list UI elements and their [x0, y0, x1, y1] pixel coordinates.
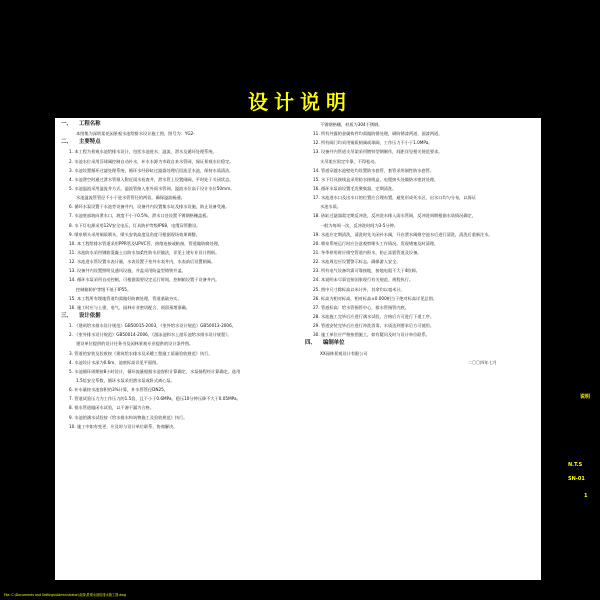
section-heading [59, 120, 291, 129]
note-line: 12. 水池进水管设置水表计量，水表设置于室外水表井内，水表前后设置闸阀。 [69, 259, 216, 265]
note-line: 2. 《室外排水设计规范》GB50014-2006，《游泳池和水上游乐池给水排水设计规程》。 [69, 332, 232, 338]
section-number: 三、 [61, 312, 72, 319]
note-line: 不锈钢格栅，材质为304不锈钢。 [320, 122, 383, 127]
note-line: 16. 施工时应与土建、电气、园林专业密切配合，预留预埋准确。 [69, 304, 191, 310]
note-line: 26. 标高为相对标高，相对标高±0.000相当于绝对标高详见总图。 [313, 295, 437, 301]
note-line: 3. 管道的安装及验收按《建筑给水排水及采暖工程施工质量验收规范》执行。 [69, 350, 213, 356]
page-number: 1 [584, 493, 588, 499]
note-line: 7. 水池底部坡向泄水口，坡度不小于0.5%，泄水口处设置不锈钢格栅盖板。 [69, 213, 211, 219]
note-line: 9. 喷泉喷头采用铜质喷头，喷头安装高度及角度可根据现场效果调整。 [69, 231, 200, 237]
file-path-footer: File: C:\Documents and Settings\Administrator\桌面\景观水池给排水施工图.dwg [4, 593, 126, 597]
note-line: 18. 砂缸过滤器需定期反冲洗，反冲洗水排入雨水管网，反冲洗周期根据水质情况确定， [313, 213, 476, 219]
section-number: 一、 [61, 121, 72, 127]
note-line: 21. 冬季停用时应排空管道内积水，防止冻裂管道及设备。 [313, 249, 422, 255]
section-title: 设计依据 [79, 312, 101, 319]
section-title: 编制单位 [323, 340, 345, 347]
section-heading [303, 339, 537, 348]
note-line: 1. 本工程为景观水池给排水设计，包括水池进水、溢流、泄水及循环处理系统。 [69, 149, 217, 155]
note-line: 6. 循环水泵设置于水池旁设备井内，设备井内设置集水坑及排水设施，防止设备受淹。 [69, 204, 230, 210]
section-number: 二、 [61, 139, 72, 146]
notes-right-column [303, 120, 537, 367]
side-note-label: 说明 [580, 394, 591, 400]
note-line: 23. 所有电气设备均需可靠接地，接地电阻不大于4欧姆。 [313, 268, 420, 274]
note-line: 4. 水池泄空时通过泄水管排入附近雨水检查井，泄水管上设置闸阀，平时处于关闭状态。 [69, 176, 234, 182]
signature-date: 二〇〇四年七月 [467, 359, 497, 365]
note-line: 14. 循环水泵采用自动控制，可根据需要设定运行时间，控制箱设置于设备井内。 [69, 277, 220, 283]
note-line: 10. 本工程给排水管道采用PPR管及UPVC管，热熔连接或粘接，管道做防腐处理。 [69, 240, 222, 246]
note-line: 2. 水池水位采用浮球阀控制自动补水，补水水源为市政自来水管网，保证景观水位稳定。 [69, 158, 234, 164]
note-line: 12. 所有阀门均采用铜质闸阀或球阀，工作压力不小于1.0MPa。 [313, 140, 433, 146]
note-line: 控制箱防护等级不低于IP55。 [76, 286, 132, 292]
note-line: 24. 本说明未尽事宜按国家现行有关规范、规程执行。 [313, 277, 414, 283]
note-line: 1. 《建筑给水排水设计规范》GB50015-2003，《室外给水设计规范》GB50013-2006。 [69, 323, 236, 329]
notes-sheet [55, 118, 541, 580]
section-heading [59, 312, 291, 321]
note-line: 5. 水池溢流采用溢流井方式，溢流管接入室外雨水管网，溢流水位高于设计水位50mm。 [69, 185, 235, 191]
note-line: 8. 排水管道做闭水试验，以不渗不漏为合格。 [69, 405, 154, 411]
notes-left-column [59, 120, 291, 431]
note-line: 20. 喷泉系统运行时应注意观察喷头工作情况，发现堵塞及时清理。 [313, 240, 439, 246]
note-line: 11. 水池防水采用钢筋混凝土自防水加柔性防水层做法，详见土建专业设计图纸。 [69, 249, 220, 255]
page-title: 设计说明 [248, 90, 352, 114]
note-line: 水池溢流管管径不小于进水管管径的两倍，确保溢流畅通。 [76, 195, 185, 201]
note-line: 1.5倍安全系数，循环水泵采用潜水泵或卧式离心泵。 [76, 377, 175, 383]
note-line: 5. 水池循环周期按8小时设计，循环流量根据水池容积计算确定，水泵扬程经计算确定，选用 [69, 368, 241, 374]
section-title: 工程名称 [79, 121, 101, 127]
drawing-number: SN-01 [568, 476, 585, 482]
note-line: 15. 水下灯具接线盒采用防水接线盒，电缆接头处做防水密封处理。 [313, 176, 439, 182]
note-line: 3. 水池设置循环过滤处理系统，循环水经砂缸过滤器处理后回流至水池，保持水质清洁。 [69, 167, 234, 173]
note-line: 17. 水池进水口及出水口的位置应合理布置，避免形成死水区，出水口均匀分布，以保证 [313, 195, 476, 201]
note-line: 4. 水池设计水深为0.6m，池底标高详见平面图。 [69, 359, 161, 365]
note-line: 15. 本工程所有埋地管道均需做好防腐处理，管道基础夯实。 [69, 295, 182, 301]
note-line: 7. 管道试验压力为工作压力的1.5倍，且不小于0.6MPa，稳压10分钟压降不大于0.05MPa。 [69, 396, 241, 402]
note-line: 建设单位提供的设计任务书及园林景观专业提供的设计条件图。 [76, 341, 194, 347]
note-line: 27. 管道标高：给水管指管中心，排水管指管内底。 [313, 304, 409, 310]
note-line: 支吊架应固定牢靠，不得松动。 [320, 158, 379, 164]
note-line: 22. 水池周边应设置警示标志，确保游人安全。 [313, 259, 401, 265]
scale-label: N.T.S [568, 462, 583, 468]
section-heading [59, 138, 291, 147]
note-line: 19. 水池应定期清洗，清洗时先关闭补水阀，开启泄水阀排空池水后进行清洗，清洗后重新注水。 [313, 231, 493, 237]
note-line: 8. 水下灯电源采用12V安全电压，灯具防护等级IP68，电缆穿管敷设。 [69, 222, 201, 228]
section-title: 主要特点 [79, 139, 101, 146]
note-line: 25. 图中尺寸除标高以米计外，其余均以毫米计。 [313, 286, 405, 292]
note-line: 11. 所有外露的金属构件均需做防锈处理，刷防锈漆两道、面漆两道。 [313, 131, 443, 137]
note-line: 6. 补水量按水池容积的3%计算，补水管管径DN25。 [69, 387, 169, 393]
note-line: 10. 施工中如有变更，应及时与设计单位联系，协商解决。 [69, 423, 178, 429]
section-number: 四、 [305, 340, 316, 347]
note-line: 9. 水池的满水试验按《给水排水构筑物施工及验收规范》执行。 [69, 414, 188, 420]
note-line: 水池水质。 [320, 204, 341, 210]
note-line: 13. 设备井内设置照明及通风设施，井盖采用防盗型铸铁井盖。 [69, 268, 186, 274]
note-line: 28. 水池施工完毕后应进行满水试验，合格后方可进行下道工序。 [313, 313, 435, 319]
note-line: 14. 管道穿越水池壁处均设置防水套管，套管采用刚性防水套管。 [313, 167, 435, 173]
note-line: 本图集为深圳某花园景观水池给排水设计施工图，图号为：YG2- [76, 131, 195, 137]
note-line: 30. 施工单位应严格按图施工，如有疑问及时与设计单位联系。 [313, 332, 430, 338]
note-line: XX园林景观设计有限公司 [320, 350, 368, 356]
note-line: 13. 设备井内管道支吊架采用镀锌型钢制作，间距详见相关规范要求。 [313, 149, 443, 155]
note-line: 16. 循环水泵前设置毛发聚集器，定期清洗。 [313, 185, 397, 191]
note-line: 一般为每周一次，反冲洗时间为3-5分钟。 [320, 222, 399, 228]
note-line: 29. 管道安装完毕后应进行冲洗消毒，水质达到要求后方可使用。 [313, 323, 435, 329]
